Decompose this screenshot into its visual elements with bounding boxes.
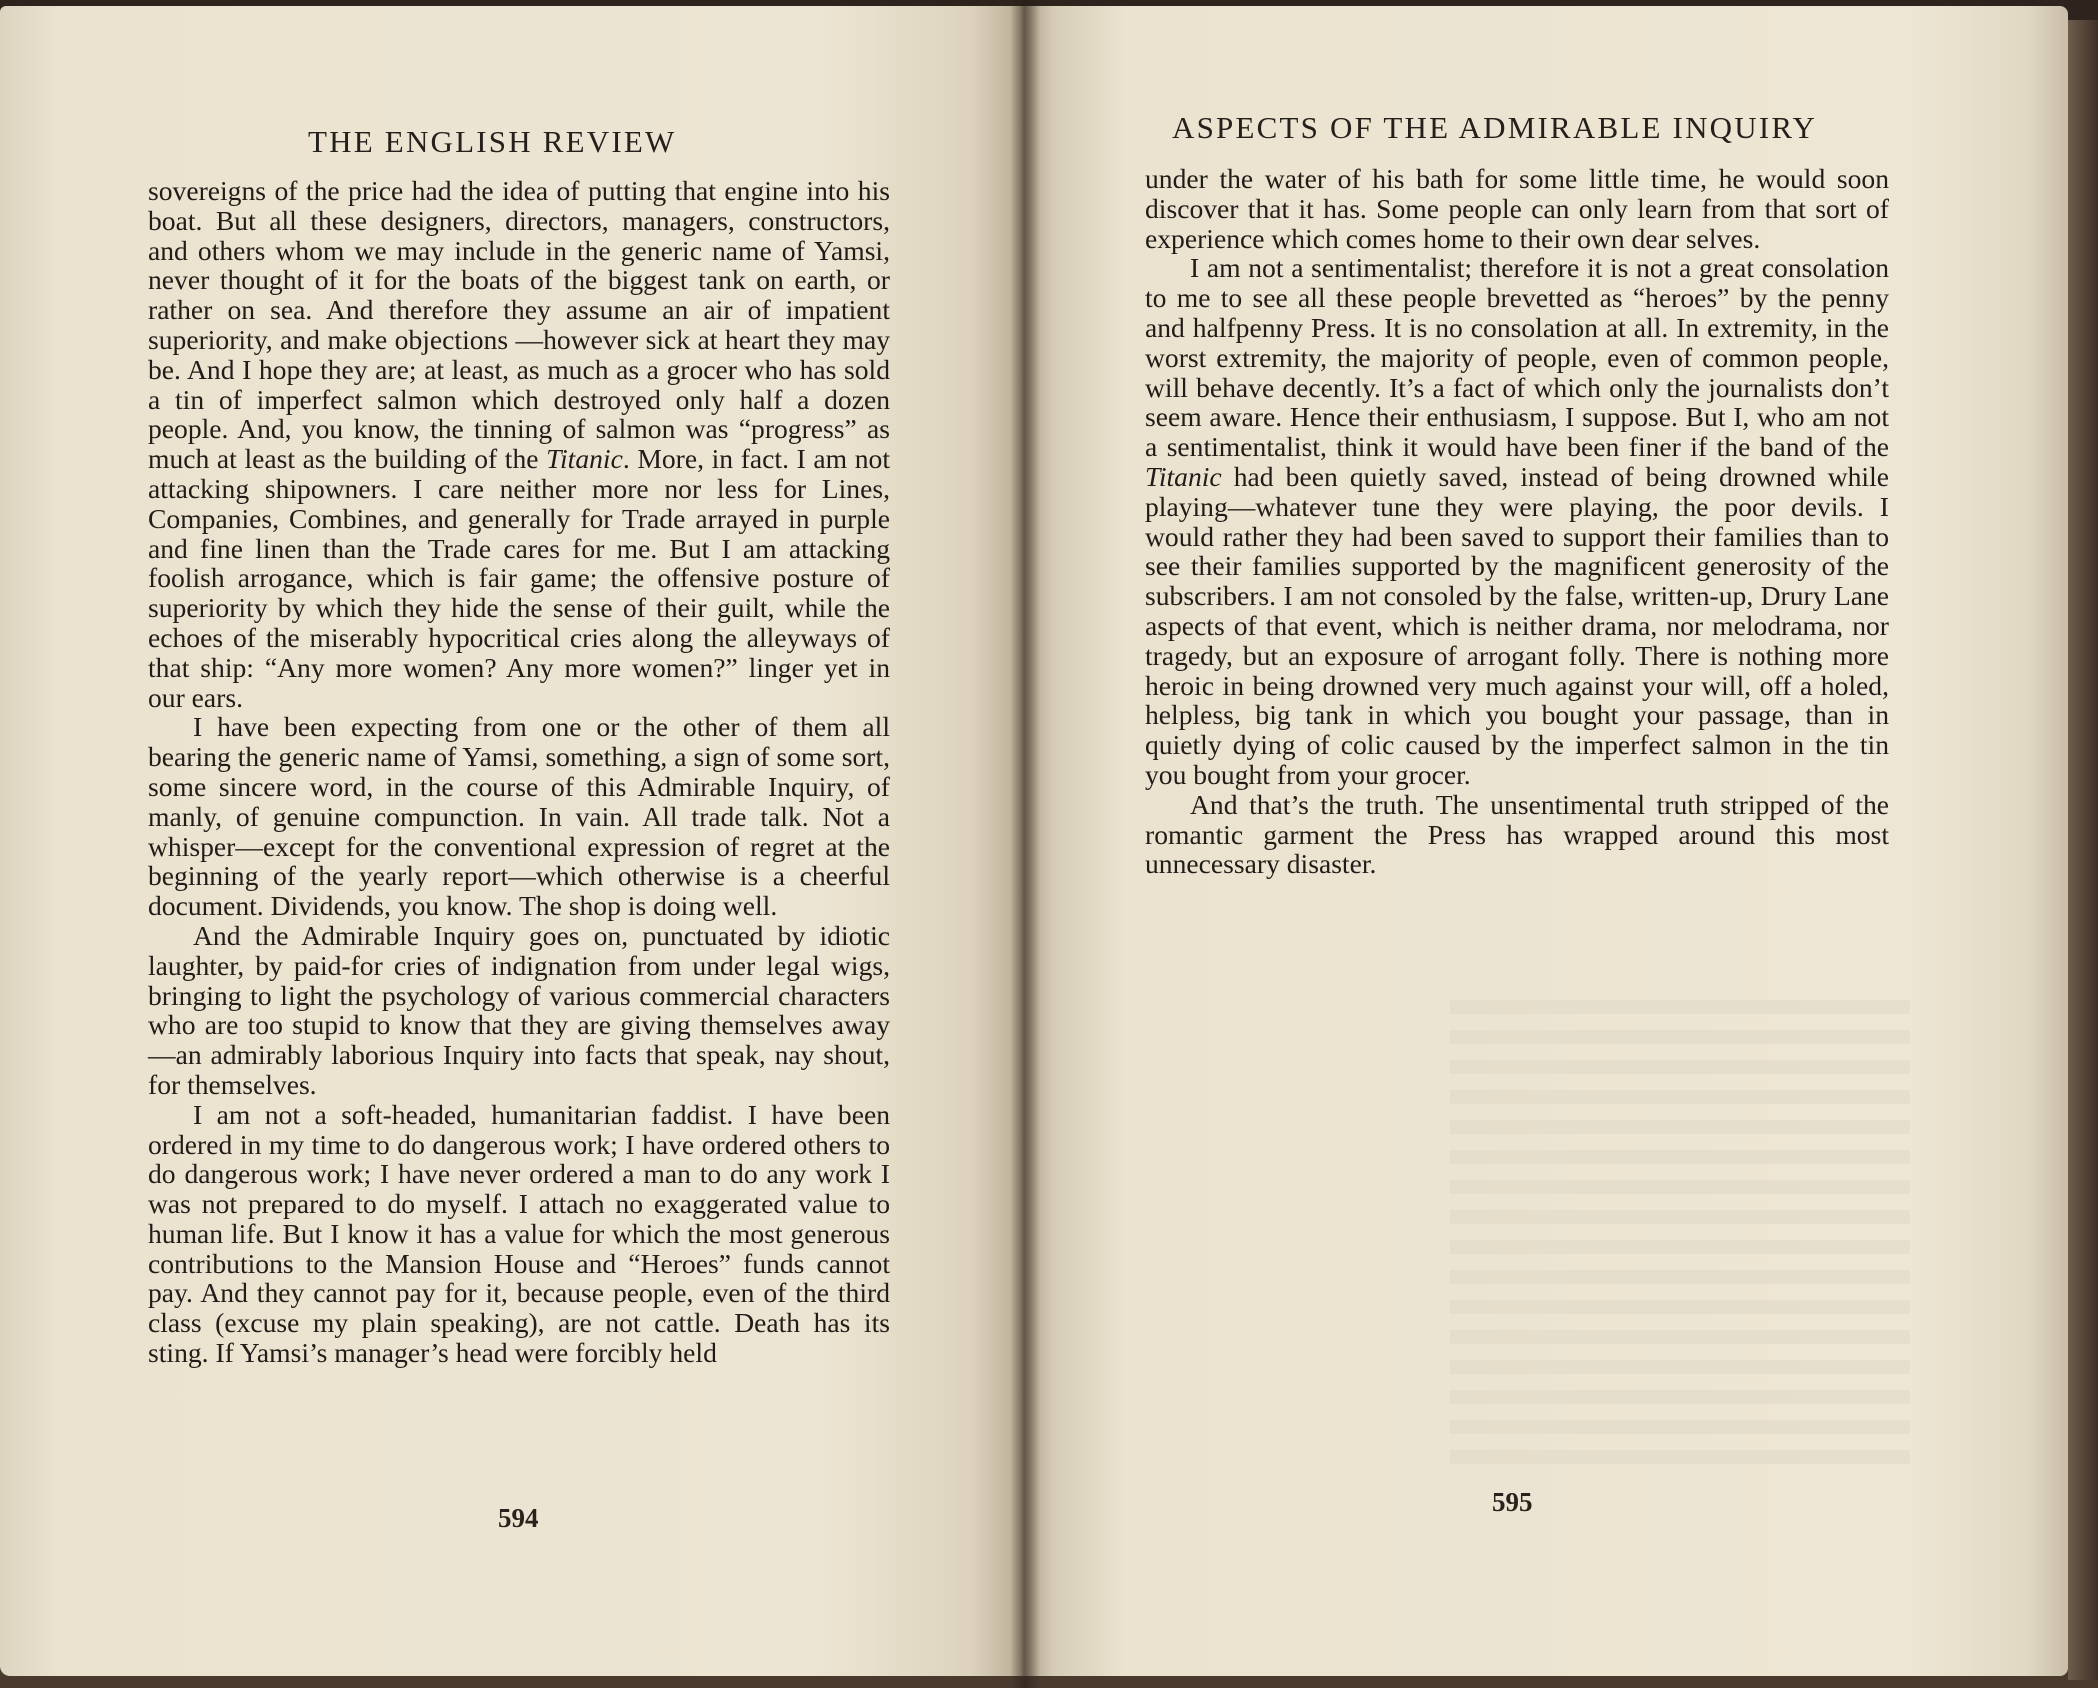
running-head-right: ASPECTS OF THE ADMIRABLE INQUIRY <box>1172 110 1818 145</box>
book-gutter <box>1010 0 1040 1688</box>
paragraph: sovereigns of the price had the idea of putting that engine into his boat. But all these designers, directors, managers, constructors, and others whom we may include in the generic name of Yamsi, never thought of it for the boats of the biggest tank on earth, or rather on sea. And therefore they assume an air of impatient superiority, and make objections —however sick at heart they may be. And I hope they are; at least, as much as a grocer who has sold a tin of imperfect salmon which destroyed only half a dozen people. And, you know, the tinning of salmon was “progress” as much at least as the building of the Titanic. More, in fact. I am not attacking shipowners. I care neither more nor less for Lines, Companies, Combines, and generally for Trade arrayed in purple and fine linen than the Trade cares for me. But I am attacking foolish arrogance, which is fair game; the offensive posture of superiority by which they hide the sense of their guilt, while the echoes of the miserably hypocritical cries along the alleyways of that ship: “Any more women? Any more women?” linger yet in our ears. <box>148 175 891 713</box>
paragraph: I have been expecting from one or the other of them all bearing the generic name of Yamsi, something, a sign of some sort, some sincere word, in the course of this Admirable Inquiry, of manly, of genuine compunction. In vain. All trade talk. Not a whisper—except for the conventional expression of regret at the beginning of the yearly report—which otherwise is a cheerful document. Dividends, you know. The shop is doing well. <box>148 711 890 922</box>
right-page-text <box>1145 164 1889 879</box>
show-through-texture <box>1450 1000 1910 1470</box>
page-number-left: 594 <box>498 1503 539 1533</box>
paragraph: And the Admirable Inquiry goes on, punctuated by idiotic laughter, by paid-for cries of indignation from under legal wigs, bringing to light the psychology of various commercial characters who are too stupid to know that they are giving themselves away—an admirably laborious Inquiry into facts that speak, nay shout, for themselves. <box>148 919 890 1100</box>
running-head-left: THE ENGLISH REVIEW <box>308 124 677 159</box>
paragraph: I am not a sentimentalist; therefore it is not a great consolation to me to see all these people brevetted as “heroes” by the penny and halfpenny Press. It is no consolation at all. In extremity, in the worst extremity, the majority of people, even of common people, will behave decently. It’s a fact of which only the journalists don’t seem aware. Hence their enthusiasm, I suppose. But I, who am not a sentimentalist, think it would have been finer if the band of the Titanic had been quietly saved, instead of being drowned while playing—whatever tune they were playing, the poor devils. I would rather they had been saved to support their families than to see their families supported by the magnificent generosity of the subscribers. I am not consoled by the false, written-up, Drury Lane aspects of that event, which is neither drama, nor melodrama, nor tragedy, but an exposure of arrogant folly. There is nothing more heroic in being drowned very much against your will, off a holed, helpless, big tank in which you bought your passage, than in quietly dying of colic caused by the imperfect salmon in the tin you bought from your grocer. <box>1145 252 1889 790</box>
left-page-text <box>148 176 890 1368</box>
paragraph: And that’s the truth. The unsentimental truth stripped of the romantic garment the Press has wrapped around this most unnecessary disaster. <box>1145 788 1889 880</box>
right-page <box>1022 6 2068 1676</box>
paragraph: under the water of his bath for some little time, he would soon discover that it has. Some people can only learn from that sort of experience which comes home to their own dear selves. <box>1145 163 1889 254</box>
ship-name: Titanic <box>1145 460 1222 492</box>
page-edges <box>2068 20 2098 1680</box>
ship-name: Titanic <box>546 443 623 475</box>
paragraph: I am not a soft-headed, humanitarian faddist. I have been ordered in my time to do dangerous work; I have ordered others to do dangerous work; I have never ordered a man to do any work I was not prepared to do myself. I attach no exaggerated value to human life. But I know it has a value for which the most generous contributions to the Mansion House and “Heroes” funds cannot pay. And they cannot pay for it, because people, even of the third class (excuse my plain speaking), are not cattle. Death has its sting. If Yamsi’s manager’s head were forcibly held <box>148 1098 890 1369</box>
page-number-right: 595 <box>1492 1487 1533 1517</box>
left-page <box>0 6 1022 1676</box>
